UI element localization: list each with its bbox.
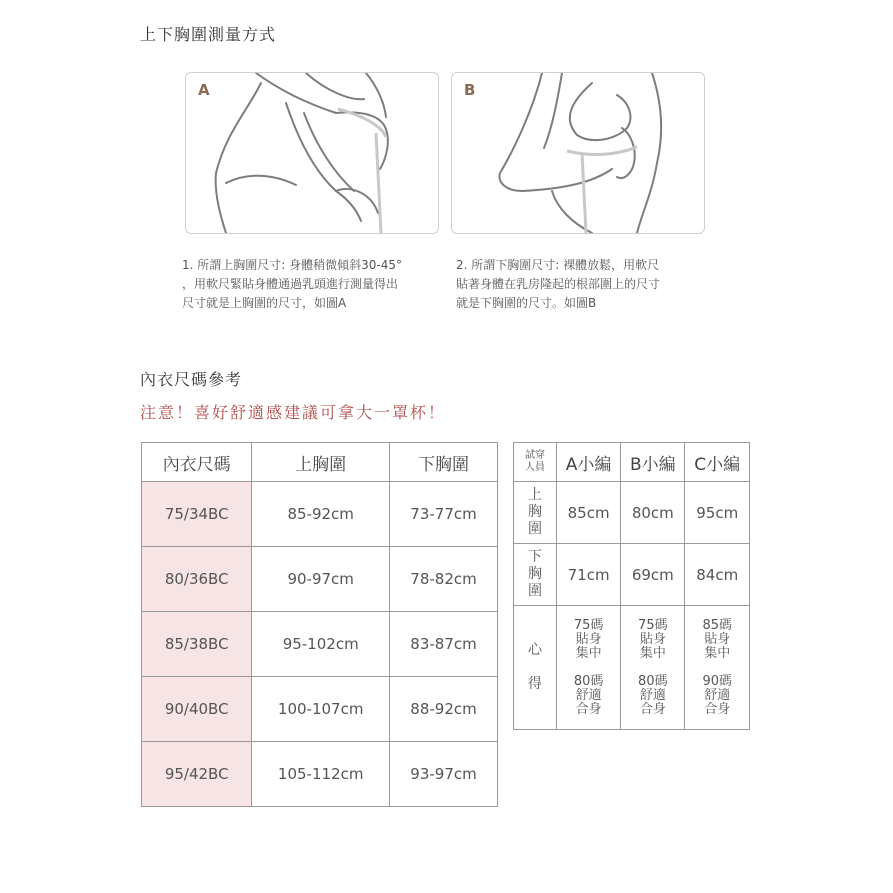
notes-c: 85碼 貼身 集中 90碼 舒適 合身	[685, 606, 750, 730]
warning-text: 注意！喜好舒適感建議可拿大一罩杯！	[140, 403, 447, 422]
upper-bust-c: 95cm	[685, 482, 750, 544]
notes-b: 75碼 貼身 集中 80碼 舒適 合身	[621, 606, 685, 730]
under-bust-cell: 93-97cm	[390, 742, 498, 807]
under-bust-cell: 73-77cm	[390, 482, 498, 547]
header-under-bust: 下胸圍	[390, 443, 498, 482]
description-b: 2. 所謂下胸圍尺寸: 裸體放鬆，用軟尺 貼著身體在乳房隆起的根部圍上的尺寸 就是下胸圍的尺寸。如圖B	[456, 258, 661, 310]
size-table-header	[142, 443, 498, 482]
under-bust-b: 69cm	[621, 544, 685, 606]
table-row	[514, 606, 750, 730]
measure-heading: 上下胸圍測量方式	[140, 25, 277, 44]
table-row	[142, 742, 498, 807]
upper-bust-cell: 100-107cm	[252, 677, 390, 742]
size-cell: 75/34BC	[142, 482, 252, 547]
table-row	[514, 482, 750, 544]
upper-bust-b: 80cm	[621, 482, 685, 544]
under-bust-cell: 78-82cm	[390, 547, 498, 612]
header-size: 內衣尺碼	[142, 443, 252, 482]
under-bust-cell: 88-92cm	[390, 677, 498, 742]
under-bust-c: 84cm	[685, 544, 750, 606]
size-cell: 95/42BC	[142, 742, 252, 807]
under-bust-a: 71cm	[557, 544, 621, 606]
table-row	[514, 544, 750, 606]
figure-a-panel	[185, 72, 439, 234]
table-row	[142, 612, 498, 677]
upper-bust-a: 85cm	[557, 482, 621, 544]
table-row	[142, 482, 498, 547]
figure-a-illustration	[186, 73, 438, 233]
size-cell: 85/38BC	[142, 612, 252, 677]
notes-label: 心 得	[514, 606, 557, 730]
upper-bust-cell: 90-97cm	[252, 547, 390, 612]
tester-a: A小編	[557, 443, 621, 482]
tester-b: B小編	[621, 443, 685, 482]
size-cell: 80/36BC	[142, 547, 252, 612]
under-bust-cell: 83-87cm	[390, 612, 498, 677]
header-upper-bust: 上胸圍	[252, 443, 390, 482]
description-a: 1. 所謂上胸圍尺寸: 身體稍微傾斜30-45° ，用軟尺緊貼身體通過乳頭進行測量得出 尺寸就是上胸圍的尺寸，如圖A	[182, 258, 402, 310]
size-heading: 內衣尺碼參考	[140, 370, 243, 389]
size-table	[141, 442, 498, 807]
tester-corner: 試穿 人員	[514, 443, 557, 482]
upper-bust-label: 上 胸 圍	[514, 482, 557, 544]
figure-a-label: A	[198, 81, 210, 99]
fit-table	[513, 442, 750, 730]
tester-c: C小編	[685, 443, 750, 482]
upper-bust-cell: 95-102cm	[252, 612, 390, 677]
figure-b-label: B	[464, 81, 476, 99]
notes-a: 75碼 貼身 集中 80碼 舒適 合身	[557, 606, 621, 730]
figure-b-illustration	[452, 73, 704, 233]
table-row	[142, 547, 498, 612]
table-row	[142, 677, 498, 742]
figure-b-panel	[451, 72, 705, 234]
size-cell: 90/40BC	[142, 677, 252, 742]
upper-bust-cell: 105-112cm	[252, 742, 390, 807]
fit-table-header	[514, 443, 750, 482]
upper-bust-cell: 85-92cm	[252, 482, 390, 547]
under-bust-label: 下 胸 圍	[514, 544, 557, 606]
